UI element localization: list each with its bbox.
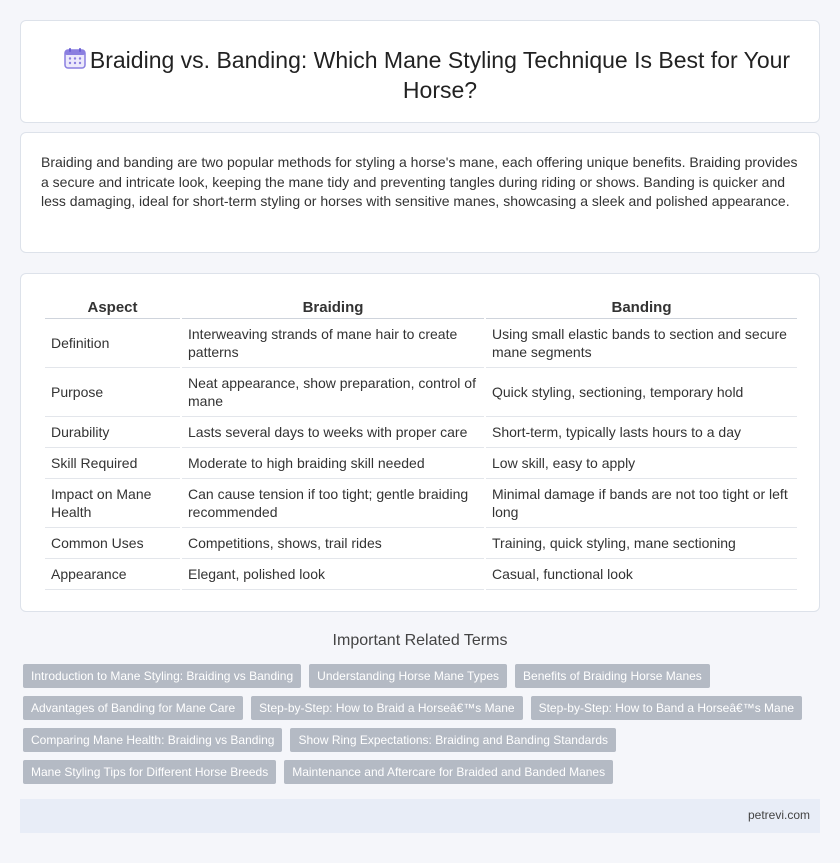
table-row	[45, 559, 797, 590]
banding-cell: Minimal damage if bands are not too tight or left long	[486, 479, 797, 528]
banding-cell: Low skill, easy to apply	[486, 448, 797, 479]
related-term-tag[interactable]: Comparing Mane Health: Braiding vs Banding	[23, 728, 282, 752]
banding-cell: Using small elastic bands to section and secure mane segments	[486, 319, 797, 368]
comparison-table	[43, 294, 799, 590]
table-row	[45, 528, 797, 559]
header-aspect: Aspect	[45, 294, 180, 319]
tag-row	[23, 696, 823, 720]
table-row	[45, 417, 797, 448]
braiding-cell: Interweaving strands of mane hair to create patterns	[182, 319, 484, 368]
comparison-table-card	[20, 273, 820, 612]
braiding-cell: Can cause tension if too tight; gentle braiding recommended	[182, 479, 484, 528]
related-term-tag[interactable]: Benefits of Braiding Horse Manes	[515, 664, 710, 688]
aspect-cell: Durability	[45, 417, 180, 448]
braiding-cell: Competitions, shows, trail rides	[182, 528, 484, 559]
tag-row	[23, 664, 823, 688]
banding-cell: Quick styling, sectioning, temporary hold	[486, 368, 797, 417]
footer-site[interactable]: petrevi.com	[747, 808, 810, 822]
table-row	[45, 319, 797, 368]
table-row	[45, 479, 797, 528]
header-banding: Banding	[486, 294, 797, 319]
related-term-tag[interactable]: Introduction to Mane Styling: Braiding vs Banding	[23, 664, 301, 688]
aspect-cell: Appearance	[45, 559, 180, 590]
related-term-tag[interactable]: Understanding Horse Mane Types	[309, 664, 507, 688]
braiding-cell: Moderate to high braiding skill needed	[182, 448, 484, 479]
table-header-row	[45, 294, 797, 319]
page-title: Braiding vs. Banding: Which Mane Styling Technique Is Best for Your Horse?	[89, 47, 791, 103]
related-term-tag[interactable]: Maintenance and Aftercare for Braided and Banded Manes	[284, 760, 613, 784]
table-row	[45, 448, 797, 479]
header-braiding: Braiding	[182, 294, 484, 319]
related-term-tag[interactable]: Mane Styling Tips for Different Horse Breeds	[23, 760, 276, 784]
aspect-cell: Common Uses	[45, 528, 180, 559]
footer	[20, 799, 820, 833]
related-term-tag[interactable]: Advantages of Banding for Mane Care	[23, 696, 243, 720]
braiding-cell: Lasts several days to weeks with proper care	[182, 417, 484, 448]
related-term-tag[interactable]: Show Ring Expectations: Braiding and Banding Standards	[290, 728, 616, 752]
header-card	[20, 20, 820, 123]
tag-row	[23, 728, 823, 752]
intro-paragraph: Braiding and banding are two popular methods for styling a horse's mane, each offering unique benefits. Braiding provides a secure and intricate look, keeping the mane tidy and preventing tangles during riding or shows. Banding is quicker and less damaging, ideal for short-term styling or horses with sensitive manes, showcasing a sleek and polished appearance.	[41, 154, 798, 209]
related-term-tag[interactable]: Step-by-Step: How to Band a Horseâ€™s Mane	[531, 696, 802, 720]
aspect-cell: Impact on Mane Health	[45, 479, 180, 528]
banding-cell: Short-term, typically lasts hours to a day	[486, 417, 797, 448]
tag-row	[23, 760, 823, 784]
related-terms-list	[23, 664, 823, 792]
braiding-cell: Elegant, polished look	[182, 559, 484, 590]
table-row	[45, 368, 797, 417]
banding-cell: Training, quick styling, mane sectioning	[486, 528, 797, 559]
related-term-tag[interactable]: Step-by-Step: How to Braid a Horseâ€™s Mane	[251, 696, 522, 720]
aspect-cell: Purpose	[45, 368, 180, 417]
aspect-cell: Skill Required	[45, 448, 180, 479]
braiding-cell: Neat appearance, show preparation, control of mane	[182, 368, 484, 417]
intro-card	[20, 132, 820, 253]
banding-cell: Casual, functional look	[486, 559, 797, 590]
related-terms-title: Important Related Terms	[332, 632, 508, 649]
aspect-cell: Definition	[45, 319, 180, 368]
